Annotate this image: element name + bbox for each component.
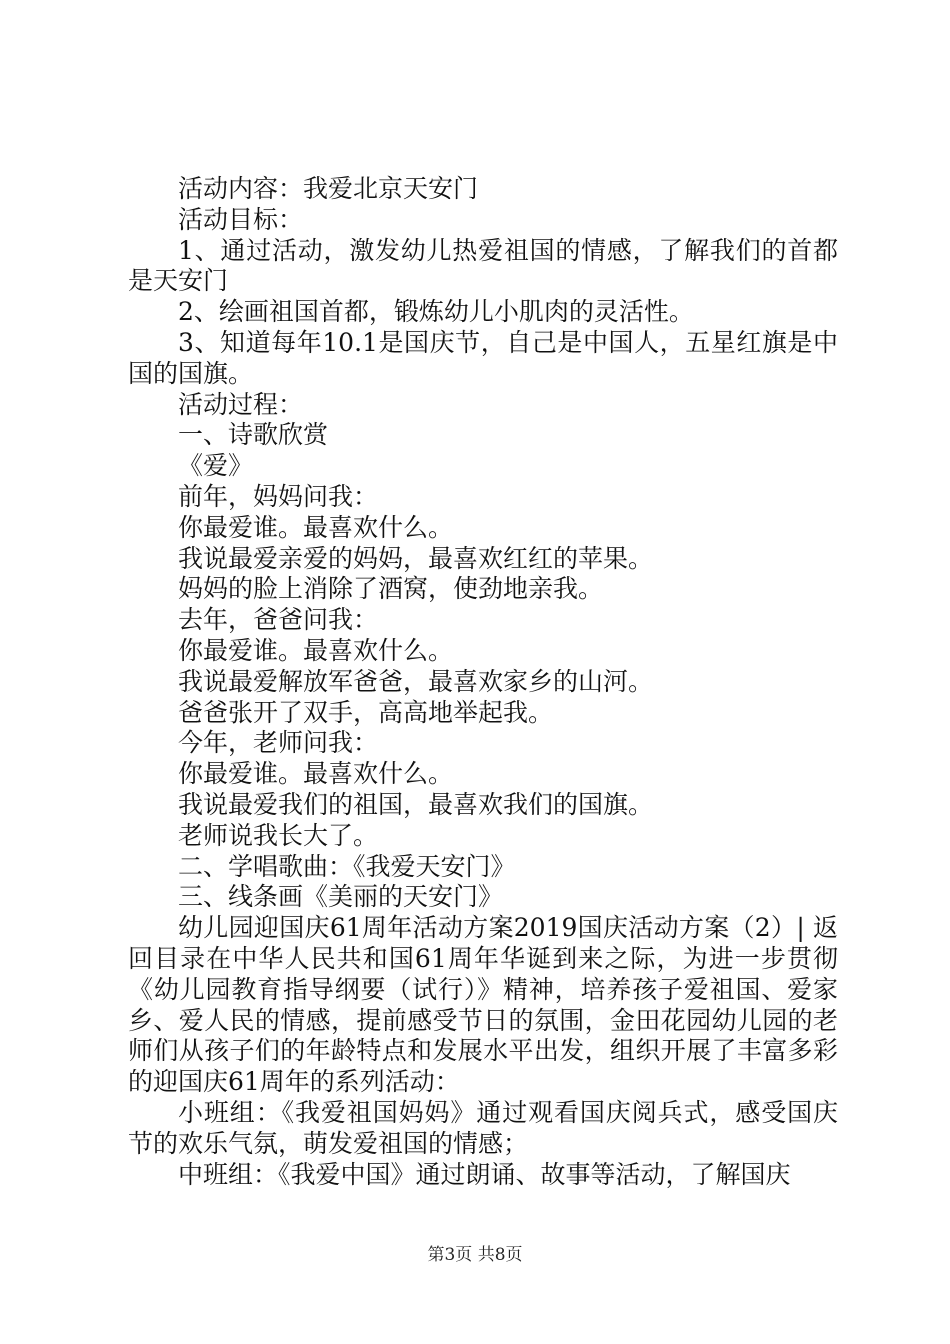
poem-line: 妈妈的脸上消除了酒窝，使劲地亲我。 [178,574,604,604]
poem-line: 你最爱谁。最喜欢什么。 [178,759,454,789]
poem-line: 我说最爱我们的祖国，最喜欢我们的国旗。 [178,789,654,819]
document-body [128,174,838,1190]
poem-line: 你最爱谁。最喜欢什么。 [178,635,454,665]
paragraph-activity-content: 活动内容：我爱北京天安门 [178,174,479,203]
poem-line: 老师说我长大了。 [178,820,379,850]
paragraph-activity-goals-heading: 活动目标： [178,204,304,234]
paragraph-goal-2: 2、绘画祖国首都，锻炼幼儿小肌肉的灵活性。 [178,297,694,327]
paragraph-middle-class: 中班组：《我爱中国》通过朗诵、故事等活动，了解国庆 [178,1159,791,1189]
paragraph-poem-title: 《爱》 [178,451,254,481]
paragraph-goal-3: 3、知道每年10.1是国庆节，自己是中国人，五星红旗是中国的国旗。 [128,327,838,388]
poem-line: 我说最爱解放军爸爸，最喜欢家乡的山河。 [178,666,654,696]
paragraph-section-2: 二、学唱歌曲：《我爱天安门》 [178,851,516,881]
paragraph-section-1: 一、诗歌欣赏 [178,420,329,450]
poem-line: 今年，老师问我： [178,728,379,758]
poem-line: 你最爱谁。最喜欢什么。 [178,512,454,542]
paragraph-small-class: 小班组：《我爱祖国妈妈》通过观看国庆阅兵式，感受国庆节的欢乐气氛，萌发爱祖国的情感； [128,1097,838,1158]
page-number-label: 第3页 共8页 [427,1245,523,1265]
poem-line: 前年，妈妈问我： [178,481,379,511]
poem-line: 爸爸张开了双手，高高地举起我。 [178,697,554,727]
poem-line: 去年，爸爸问我： [178,605,379,635]
paragraph-plan-intro: 幼儿园迎国庆61周年活动方案2019国庆活动方案（2）| 返回目录在中华人民共和国61周年华诞到来之际，为进一步贯彻《幼儿园教育指导纲要（试行）》精神，培养孩子爱祖国、爱家乡、爱人民的情感，提前感受节日的氛围，金田花园幼儿园的老师们从孩子们的年龄特点和发展水平出发，组织开展了丰富多彩的迎国庆61周年的系列活动： [128,913,838,1097]
poem-line: 我说最爱亲爱的妈妈，最喜欢红红的苹果。 [178,543,654,573]
paragraph-goal-1: 1、通过活动，激发幼儿热爱祖国的情感，了解我们的首都是天安门 [128,235,838,296]
paragraph-section-3: 三、线条画《美丽的天安门》 [178,882,504,912]
paragraph-activity-process-heading: 活动过程： [178,389,304,419]
page-footer [0,1240,950,1265]
